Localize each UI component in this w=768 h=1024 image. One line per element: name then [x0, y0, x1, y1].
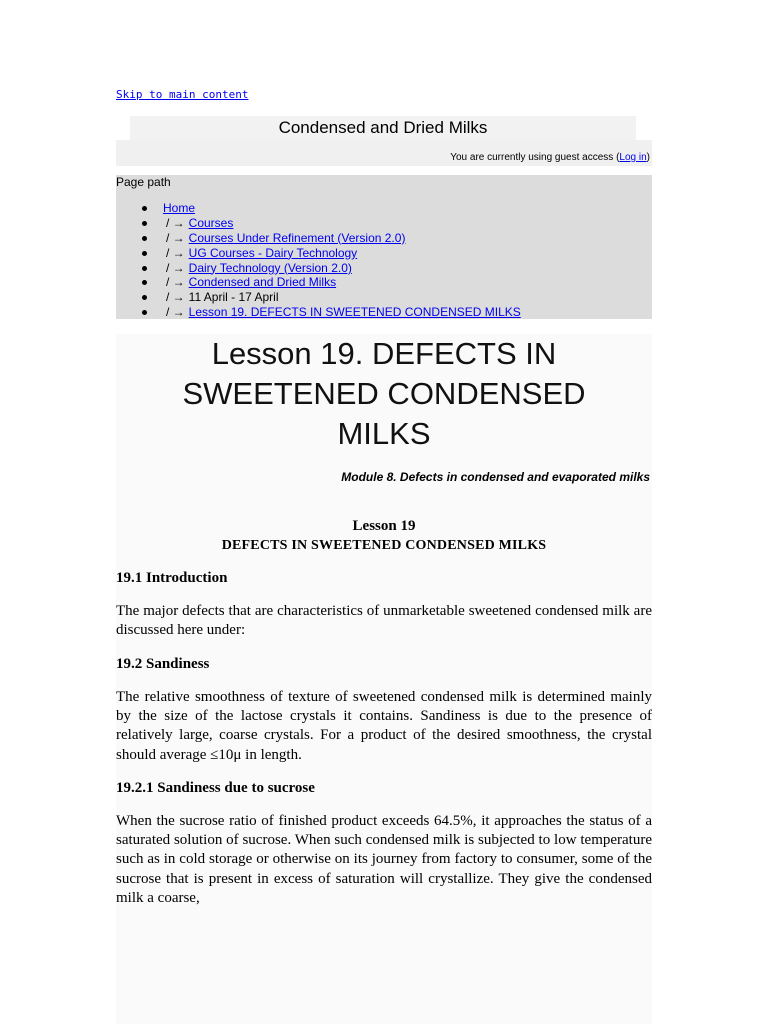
page-path-box: [116, 175, 652, 319]
course-title: Condensed and Dried Milks: [130, 116, 636, 140]
skip-to-main-content-link[interactable]: Skip to main content: [116, 88, 249, 101]
bullet-icon: [142, 280, 147, 285]
breadcrumb-link-dairy-technology[interactable]: Dairy Technology (Version 2.0): [188, 260, 352, 275]
breadcrumb-link-home[interactable]: Home: [163, 201, 196, 215]
guest-access-text: You are currently using guest access (: [450, 152, 620, 163]
breadcrumb-item-lesson-19: [116, 305, 521, 320]
breadcrumb-separator: / →: [166, 290, 185, 305]
main-content: [116, 334, 652, 1024]
section-heading-sandiness-sucrose: 19.2.1 Sandiness due to sucrose: [116, 780, 315, 796]
page-title-line-1: Lesson 19. DEFECTS IN: [211, 336, 557, 371]
module-label: Module 8. Defects in condensed and evaporated milks: [341, 470, 650, 484]
breadcrumb-separator: / →: [166, 245, 185, 260]
guest-access-bar: [116, 140, 652, 166]
breadcrumb: [116, 201, 521, 320]
section-heading-sandiness: 19.2 Sandiness: [116, 656, 210, 672]
breadcrumb-item-condensed-dried-milks: [116, 275, 521, 290]
bullet-icon: [142, 295, 147, 300]
breadcrumb-link-courses[interactable]: Courses: [188, 215, 234, 230]
section-text-introduction: The major defects that are characteristics of unmarketable sweetened condensed milk are discussed here under:: [116, 603, 652, 639]
bullet-icon: [142, 310, 147, 315]
login-link[interactable]: Log in: [619, 152, 647, 163]
bullet-icon: [142, 251, 147, 256]
breadcrumb-link-lesson-19[interactable]: Lesson 19. DEFECTS IN SWEETENED CONDENSED MILKS: [188, 305, 521, 320]
breadcrumb-separator: / →: [166, 275, 185, 290]
breadcrumb-item-week: [116, 290, 521, 305]
page-title-line-2: SWEETENED CONDENSED: [182, 376, 586, 411]
page-title: [116, 334, 652, 454]
bullet-icon: [142, 221, 147, 226]
breadcrumb-item-courses: [116, 216, 521, 231]
lesson-number: Lesson 19: [352, 518, 416, 534]
page-path-title: Page path: [116, 175, 171, 189]
section-heading-introduction: 19.1 Introduction: [116, 570, 228, 586]
breadcrumb-separator: / →: [166, 215, 185, 230]
bullet-icon: [142, 236, 147, 241]
breadcrumb-link-ug-courses[interactable]: UG Courses - Dairy Technology: [188, 245, 358, 260]
section-text-sandiness-sucrose: When the sucrose ratio of finished product exceeds 64.5%, it approaches the status of a saturated solution of sucrose. When such condensed milk is subjected to low temperature such as in cold storage or otherwise on its journey from factory to consumer, some of the sucrose that is present in excess of saturation will crystallize. They give the condensed milk a coarse,: [116, 813, 652, 906]
breadcrumb-link-courses-under-refinement[interactable]: Courses Under Refinement (Version 2.0): [188, 230, 406, 245]
bullet-icon: [142, 206, 147, 211]
page-title-line-3: MILKS: [337, 416, 431, 451]
section-text-sandiness: The relative smoothness of texture of sweetened condensed milk is determined mainly by the size of the lactose crystals it contains. Sandiness is due to the presence of relatively large, coarse crystals. For a product of the desired smoothness, the crystal should average ≤10μ in length.: [116, 689, 652, 763]
breadcrumb-item-ug-courses: [116, 246, 521, 261]
guest-access-text-end: ): [646, 152, 650, 163]
breadcrumb-item-courses-under-refinement: [116, 231, 521, 246]
lesson-subtitle: DEFECTS IN SWEETENED CONDENSED MILKS: [221, 538, 547, 553]
breadcrumb-separator: / →: [166, 305, 185, 320]
breadcrumb-item-dairy-technology: [116, 261, 521, 276]
breadcrumb-separator: / →: [166, 260, 185, 275]
breadcrumb-separator: / →: [166, 230, 185, 245]
bullet-icon: [142, 266, 147, 271]
breadcrumb-link-condensed-dried-milks[interactable]: Condensed and Dried Milks: [188, 275, 337, 290]
breadcrumb-text-week: 11 April - 17 April: [188, 290, 279, 305]
guest-access-notice: [450, 152, 650, 163]
breadcrumb-item-home: [116, 201, 521, 216]
